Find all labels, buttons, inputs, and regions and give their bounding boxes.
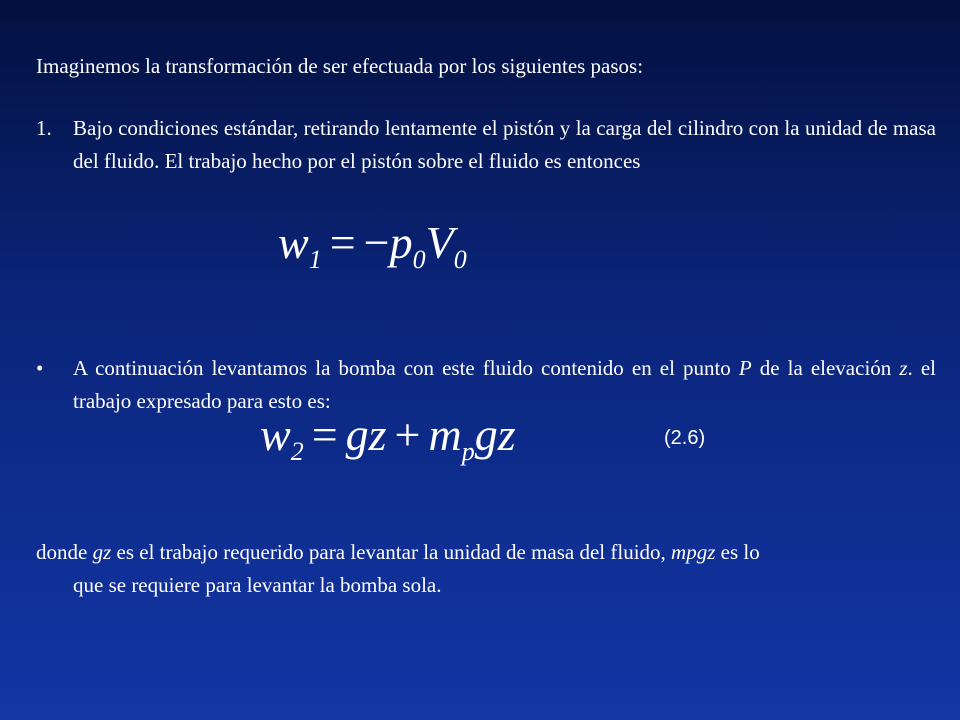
final-text-b: es lo: [715, 540, 760, 564]
eq1-minus: −: [363, 217, 390, 268]
final-donde: donde: [36, 540, 93, 564]
eq1-w-sub: 1: [308, 245, 322, 274]
eq2-gz: gz: [345, 409, 387, 460]
eq2-m-sub: p: [461, 437, 475, 466]
item-1-text: Bajo condiciones estándar, retirando lentamente el pistón y la carga del cilindro con la unidad de masa del fluido. El trabajo hecho por el pistón sobre el fluido es entonces: [73, 116, 936, 173]
bullet-text-a: A continuación levantamos la bomba con este fluido contenido en el punto: [73, 356, 739, 380]
eq2-w: w: [260, 409, 291, 460]
eq1-w: w: [278, 217, 309, 268]
final-text-a: es el trabajo requerido para levantar la unidad de masa del fluido,: [111, 540, 672, 564]
eq2-equals: =: [311, 409, 338, 460]
bullet-elevation-z: z: [899, 356, 908, 380]
intro-text: Imaginemos la transformación de ser efectuada por los siguientes pasos:: [36, 54, 644, 78]
bullet-point-p: P: [738, 356, 752, 380]
item-number: 1.: [36, 116, 52, 140]
final-line-1: [36, 536, 936, 569]
numbered-item-1: [36, 112, 936, 178]
final-mpgz: mpgz: [671, 540, 716, 564]
equation-w2: [260, 410, 516, 477]
bullet-text-c: . el trabajo expresado para esto es:: [73, 356, 936, 413]
eq1-p-sub: 0: [412, 245, 426, 274]
eq2-plus: +: [394, 409, 421, 460]
eq1-equals: =: [329, 217, 356, 268]
eq1-p: p: [389, 217, 413, 268]
equation-number: (2.6): [664, 427, 706, 449]
final-gz: gz: [92, 540, 112, 564]
equation-w1: [278, 218, 467, 285]
eq2-w-sub: 2: [290, 437, 304, 466]
bullet-dot: •: [36, 356, 44, 380]
eq2-m: m: [428, 409, 462, 460]
eq1-v-sub: 0: [453, 245, 467, 274]
eq2-gz2: gz: [474, 409, 516, 460]
bullet-text-b: de la elevación: [751, 356, 900, 380]
final-paragraph: [36, 536, 936, 602]
final-line-2: que se requiere para levantar la bomba sola.: [73, 573, 442, 597]
eq1-v: V: [425, 217, 454, 268]
